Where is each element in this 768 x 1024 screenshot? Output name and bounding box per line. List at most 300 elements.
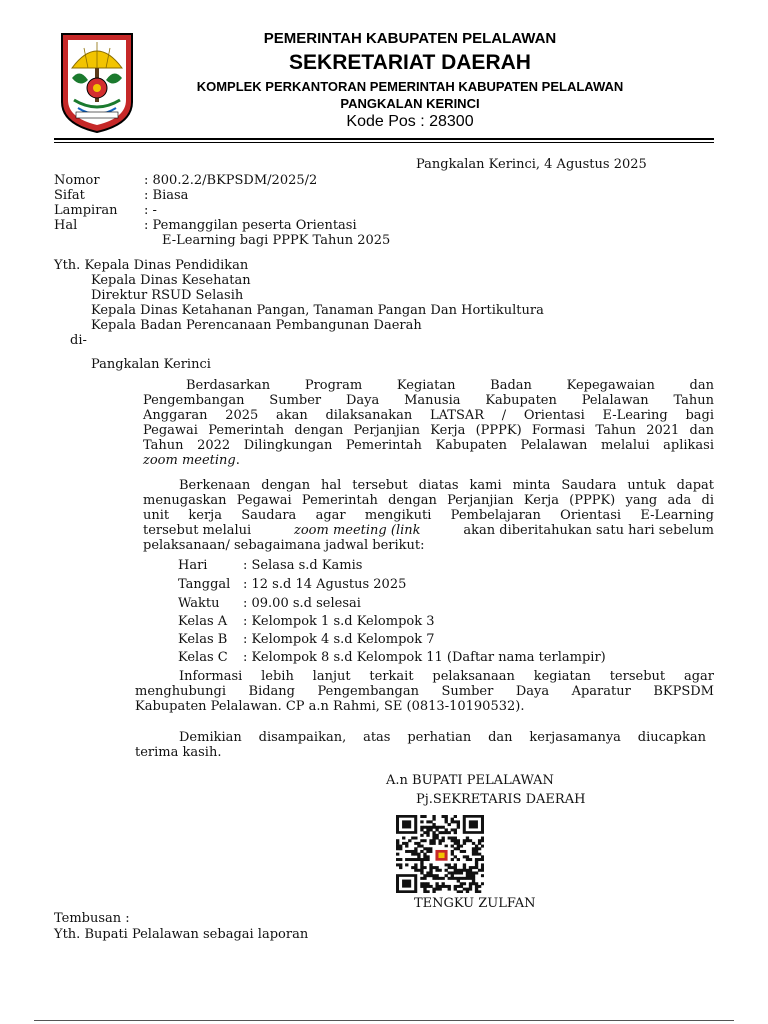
para3-line: Informasi lebih lanjut terkait pelaksanaan kegiatan tersebut agar <box>179 669 714 684</box>
qr-module <box>438 839 441 842</box>
qr-module <box>457 823 460 826</box>
qr-module <box>423 826 426 829</box>
schedule-label-kelas-a: Kelas A <box>178 614 228 629</box>
meta-label-sifat: Sifat <box>54 188 85 203</box>
qr-module <box>457 869 460 872</box>
qr-module <box>445 874 448 877</box>
meta-value-nomor: : 800.2.2/BKPSDM/2025/2 <box>144 173 318 188</box>
qr-module <box>399 858 402 861</box>
recipient-item: Direktur RSUD Selasih <box>91 288 244 303</box>
qr-module <box>472 882 475 885</box>
qr-module <box>481 863 484 866</box>
qr-module <box>466 869 469 872</box>
qr-module <box>417 869 420 872</box>
letterhead-line1: PEMERINTAH KABUPATEN PELALAWAN <box>263 30 557 47</box>
qr-module <box>481 837 484 840</box>
qr-module <box>438 877 441 880</box>
qr-module <box>432 877 435 880</box>
qr-module <box>463 869 466 872</box>
qr-module <box>414 850 417 853</box>
qr-module <box>414 863 417 866</box>
qr-module <box>429 863 432 866</box>
para1-line: Anggaran 2025 akan dilaksanakan LATSAR / Orientasi E-Learing bagi <box>143 408 714 423</box>
qr-module <box>466 871 469 874</box>
qr-module <box>463 882 466 885</box>
letterhead-line5: Kode Pos : 28300 <box>346 113 474 130</box>
qr-module <box>457 890 460 893</box>
qr-module <box>454 842 457 845</box>
qr-module <box>460 877 463 880</box>
qr-module <box>475 866 478 869</box>
qr-module <box>451 877 454 880</box>
schedule-value-kelas-a: : Kelompok 1 s.d Kelompok 3 <box>243 614 435 629</box>
qr-module <box>417 845 420 848</box>
qr-finder-inner <box>469 820 478 828</box>
qr-module <box>478 839 481 842</box>
qr-module <box>457 847 460 850</box>
qr-module <box>472 880 475 883</box>
qr-module <box>399 847 402 850</box>
schedule-value-waktu: : 09.00 s.d selesai <box>243 596 361 611</box>
qr-module <box>396 839 399 842</box>
qr-module <box>469 882 472 885</box>
qr-module <box>466 888 469 891</box>
qr-module <box>420 820 423 823</box>
qr-module <box>457 845 460 848</box>
qr-module <box>460 890 463 893</box>
qr-module <box>454 871 457 874</box>
qr-module <box>420 882 423 885</box>
qr-module <box>423 831 426 834</box>
qr-module <box>442 877 445 880</box>
qr-module <box>475 850 478 853</box>
qr-module <box>429 871 432 874</box>
qr-module <box>469 858 472 861</box>
qr-module <box>451 866 454 869</box>
qr-module <box>417 858 420 861</box>
qr-module <box>399 863 402 866</box>
qr-module <box>472 866 475 869</box>
qr-module <box>420 861 423 864</box>
qr-module <box>423 815 426 818</box>
schedule-label-kelas-c: Kelas C <box>178 650 228 665</box>
para1-last-line <box>143 453 240 468</box>
qr-module <box>469 839 472 842</box>
qr-module <box>432 890 435 893</box>
qr-module <box>420 834 423 837</box>
qr-module <box>426 890 429 893</box>
qr-module <box>432 831 435 834</box>
qr-module <box>429 839 432 842</box>
qr-module <box>481 839 484 842</box>
qr-module <box>448 888 451 891</box>
qr-module <box>423 866 426 869</box>
para4-line: Demikian disampaikan, atas perhatian dan kerjasamanya diucapkan <box>179 730 706 745</box>
qr-module <box>426 826 429 829</box>
qr-module <box>475 890 478 893</box>
qr-module <box>426 882 429 885</box>
qr-module <box>405 842 408 845</box>
letterhead-rule-thin <box>54 142 714 143</box>
qr-module <box>432 888 435 891</box>
qr-module <box>454 839 457 842</box>
qr-module <box>469 869 472 872</box>
qr-module <box>426 834 429 837</box>
qr-module <box>435 837 438 840</box>
qr-module <box>411 837 414 840</box>
qr-module <box>405 850 408 853</box>
qr-module <box>423 853 426 856</box>
qr-module <box>463 839 466 842</box>
qr-module <box>432 826 435 829</box>
qr-module <box>481 882 484 885</box>
qr-module <box>417 855 420 858</box>
qr-module <box>414 858 417 861</box>
qr-module <box>454 877 457 880</box>
qr-module <box>402 837 405 840</box>
para1-line: Berdasarkan Program Kegiatan Badan Kepegawaian dan <box>186 378 714 393</box>
qr-module <box>442 839 445 842</box>
qr-module <box>432 815 435 818</box>
qr-module <box>423 888 426 891</box>
qr-module <box>472 871 475 874</box>
para2-line: Berkenaan dengan hal tersebut diatas kami minta Saudara untuk dapat <box>179 478 714 493</box>
qr-module <box>460 850 463 853</box>
qr-module <box>429 820 432 823</box>
qr-module <box>481 869 484 872</box>
qr-module <box>420 871 423 874</box>
qr-module <box>454 847 457 850</box>
qr-module <box>442 815 445 818</box>
qr-module <box>435 826 438 829</box>
meta-label-nomor: Nomor <box>54 173 100 188</box>
qr-module <box>423 847 426 850</box>
para1-period: . <box>235 453 240 468</box>
qr-module <box>429 869 432 872</box>
qr-module <box>426 855 429 858</box>
para1-line: Tahun 2022 Dilingkungan Pemerintah Kabupaten Pelalawan melalui aplikasi <box>143 438 714 453</box>
qr-module <box>466 877 469 880</box>
qr-module <box>414 866 417 869</box>
qr-module <box>448 863 451 866</box>
qr-code-signature <box>396 815 484 893</box>
signature-line1: A.n BUPATI PELALAWAN <box>386 773 554 788</box>
qr-module <box>408 850 411 853</box>
qr-module <box>460 871 463 874</box>
qr-module <box>423 855 426 858</box>
qr-module <box>448 837 451 840</box>
para2-line4 <box>143 523 714 538</box>
qr-module <box>460 869 463 872</box>
qr-module <box>451 850 454 853</box>
para3-line: menghubungi Bidang Pengembangan Sumber Daya Aparatur BKPSDM <box>135 684 714 699</box>
qr-module <box>408 858 411 861</box>
qr-module <box>481 866 484 869</box>
qr-center-logo-dot <box>438 853 444 858</box>
qr-module <box>466 839 469 842</box>
qr-module <box>445 815 448 818</box>
qr-module <box>435 882 438 885</box>
qr-module <box>460 845 463 848</box>
qr-module <box>426 831 429 834</box>
qr-module <box>448 831 451 834</box>
qr-module <box>469 877 472 880</box>
schedule-label-tanggal: Tanggal <box>178 577 231 592</box>
qr-module <box>475 858 478 861</box>
qr-module <box>451 871 454 874</box>
qr-module <box>429 828 432 831</box>
para1-line: Pegawai Pemerintah dengan Perjanjian Kerja (PPPK) Formasi Tahun 2021 dan <box>143 423 714 438</box>
qr-module <box>448 823 451 826</box>
qr-module <box>432 818 435 821</box>
qr-module <box>417 842 420 845</box>
qr-module <box>466 837 469 840</box>
qr-module <box>396 863 399 866</box>
meta-label-lampiran: Lampiran <box>54 203 118 218</box>
qr-module <box>396 853 399 856</box>
qr-module <box>463 850 466 853</box>
qr-module <box>463 888 466 891</box>
letterhead-line3: KOMPLEK PERKANTORAN PEMERINTAH KABUPATEN PELALAWAN <box>196 79 624 94</box>
qr-module <box>451 858 454 861</box>
qr-module <box>463 863 466 866</box>
qr-module <box>475 847 478 850</box>
qr-module <box>423 877 426 880</box>
qr-module <box>405 863 408 866</box>
qr-module <box>454 869 457 872</box>
qr-module <box>475 861 478 864</box>
qr-module <box>454 885 457 888</box>
qr-module <box>472 850 475 853</box>
qr-module <box>451 818 454 821</box>
qr-module <box>457 858 460 861</box>
qr-module <box>423 890 426 893</box>
qr-module <box>451 839 454 842</box>
qr-module <box>475 871 478 874</box>
qr-module <box>411 858 414 861</box>
qr-module <box>435 834 438 837</box>
qr-module <box>420 866 423 869</box>
qr-module <box>411 850 414 853</box>
qr-module <box>457 871 460 874</box>
qr-module <box>454 815 457 818</box>
qr-module <box>478 858 481 861</box>
qr-module <box>475 863 478 866</box>
qr-module <box>454 820 457 823</box>
qr-module <box>472 874 475 877</box>
para2-line5: pelaksanaan/ sebagaimana jadwal berikut: <box>143 538 425 553</box>
qr-module <box>445 863 448 866</box>
qr-module <box>460 885 463 888</box>
qr-module <box>451 828 454 831</box>
qr-module <box>442 826 445 829</box>
qr-module <box>432 842 435 845</box>
qr-module <box>408 839 411 842</box>
qr-module <box>460 882 463 885</box>
qr-module <box>478 853 481 856</box>
qr-module <box>466 890 469 893</box>
qr-module <box>396 858 399 861</box>
qr-module <box>423 839 426 842</box>
qr-module <box>429 842 432 845</box>
qr-module <box>442 885 445 888</box>
qr-module <box>438 885 441 888</box>
qr-module <box>426 847 429 850</box>
qr-module <box>423 882 426 885</box>
meta-value-sifat: : Biasa <box>144 188 189 203</box>
qr-module <box>454 863 457 866</box>
letterhead-line4: PANGKALAN KERINCI <box>340 96 480 111</box>
qr-module <box>466 874 469 877</box>
qr-module <box>469 888 472 891</box>
schedule-value-tanggal: : 12 s.d 14 Agustus 2025 <box>243 577 407 592</box>
qr-module <box>475 845 478 848</box>
qr-module <box>435 874 438 877</box>
para2-line4-zoom: zoom meeting (link <box>294 523 421 538</box>
recipient-item: Kepala Dinas Ketahanan Pangan, Tanaman Pangan Dan Hortikultura <box>91 303 544 318</box>
meta-value-hal-cont: E-Learning bagi PPPK Tahun 2025 <box>162 233 391 248</box>
qr-module <box>466 858 469 861</box>
cc-title: Tembusan : <box>54 911 130 926</box>
qr-module <box>429 826 432 829</box>
qr-module <box>481 845 484 848</box>
qr-module <box>414 842 417 845</box>
qr-module <box>472 853 475 856</box>
qr-module <box>411 866 414 869</box>
qr-module <box>417 853 420 856</box>
qr-module <box>478 842 481 845</box>
qr-module <box>469 885 472 888</box>
qr-module <box>426 850 429 853</box>
qr-module <box>438 842 441 845</box>
qr-module <box>478 890 481 893</box>
qr-module <box>457 839 460 842</box>
qr-module <box>426 871 429 874</box>
qr-module <box>454 828 457 831</box>
qr-module <box>472 877 475 880</box>
qr-module <box>414 853 417 856</box>
schedule-label-kelas-b: Kelas B <box>178 632 228 647</box>
qr-module <box>426 828 429 831</box>
qr-module <box>414 837 417 840</box>
qr-module <box>454 831 457 834</box>
recipient-item: Kepala Badan Perencanaan Pembangunan Daerah <box>91 318 422 333</box>
qr-module <box>457 826 460 829</box>
letterhead-rule-thick <box>54 138 714 140</box>
qr-module <box>451 845 454 848</box>
qr-module <box>435 888 438 891</box>
meta-value-hal: : Pemanggilan peserta Orientasi <box>144 218 357 233</box>
qr-module <box>426 874 429 877</box>
qr-module <box>445 828 448 831</box>
qr-module <box>451 853 454 856</box>
qr-module <box>423 858 426 861</box>
para2-line4-a: tersebut melalui <box>143 523 252 538</box>
signature-line2: Pj.SEKRETARIS DAERAH <box>416 792 586 807</box>
qr-module <box>481 874 484 877</box>
qr-module <box>429 885 432 888</box>
qr-module <box>472 847 475 850</box>
qr-module <box>411 853 414 856</box>
qr-module <box>448 885 451 888</box>
qr-module <box>445 818 448 821</box>
qr-module <box>454 888 457 891</box>
qr-module <box>405 858 408 861</box>
letter-date: Pangkalan Kerinci, 4 Agustus 2025 <box>416 157 647 172</box>
para2-line: menugaskan Pegawai Pemerintah dengan Perjanjian Kerja (PPPK) yang ada di <box>143 493 714 508</box>
qr-module <box>420 826 423 829</box>
recipient-first: Yth. Kepala Dinas Pendidikan <box>54 258 249 273</box>
qr-module <box>445 845 448 848</box>
qr-module <box>454 837 457 840</box>
recipient-place: Pangkalan Kerinci <box>91 357 211 372</box>
schedule-label-waktu: Waktu <box>178 596 220 611</box>
letterhead-line2: SEKRETARIAT DAERAH <box>289 51 531 74</box>
qr-module <box>445 820 448 823</box>
qr-module <box>432 823 435 826</box>
qr-module <box>432 839 435 842</box>
qr-module <box>481 855 484 858</box>
qr-module <box>435 828 438 831</box>
qr-module <box>432 866 435 869</box>
qr-module <box>432 837 435 840</box>
qr-module <box>472 842 475 845</box>
zoom-meeting-term: zoom meeting <box>143 453 236 468</box>
qr-module <box>463 855 466 858</box>
qr-module <box>463 842 466 845</box>
qr-module <box>423 885 426 888</box>
qr-module <box>420 869 423 872</box>
qr-module <box>451 820 454 823</box>
qr-module <box>426 820 429 823</box>
qr-module <box>463 877 466 880</box>
qr-module <box>442 831 445 834</box>
qr-module <box>448 866 451 869</box>
qr-module <box>399 866 402 869</box>
qr-module <box>396 847 399 850</box>
qr-module <box>481 858 484 861</box>
qr-module <box>435 885 438 888</box>
qr-module <box>451 837 454 840</box>
qr-module <box>445 885 448 888</box>
bottom-rule <box>34 1020 734 1021</box>
qr-module <box>442 837 445 840</box>
qr-module <box>438 826 441 829</box>
qr-module <box>399 845 402 848</box>
qr-module <box>448 871 451 874</box>
schedule-label-hari: Hari <box>178 558 208 573</box>
qr-module <box>454 855 457 858</box>
qr-module <box>478 869 481 872</box>
para2-line4-c: akan diberitahukan satu hari sebelum <box>463 523 714 538</box>
qr-module <box>429 850 432 853</box>
qr-module <box>402 842 405 845</box>
qr-module <box>469 871 472 874</box>
qr-module <box>475 888 478 891</box>
qr-module <box>475 882 478 885</box>
qr-module <box>478 885 481 888</box>
qr-module <box>475 885 478 888</box>
qr-module <box>420 828 423 831</box>
kabupaten-pelalawan-logo <box>58 28 136 134</box>
qr-module <box>478 847 481 850</box>
qr-module <box>457 885 460 888</box>
qr-module <box>475 853 478 856</box>
qr-module <box>451 874 454 877</box>
signature-name: TENGKU ZULFAN <box>414 896 536 911</box>
para1-line: Pengembangan Sumber Daya Manusia Kabupaten Pelalawan Tahun <box>143 393 714 408</box>
qr-module <box>438 888 441 891</box>
